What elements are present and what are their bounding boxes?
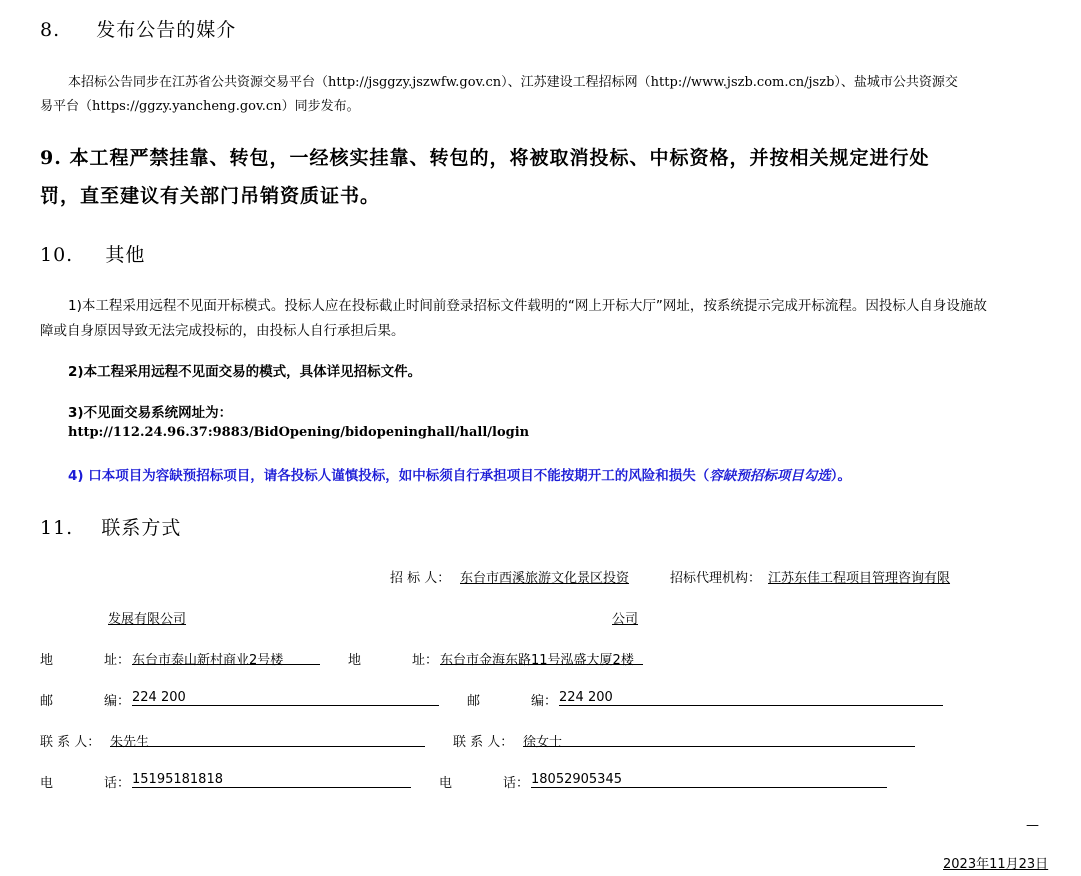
phone-value-left: 15195181818 bbox=[132, 772, 223, 787]
section-8-number: 8. bbox=[40, 19, 61, 41]
section-11-heading bbox=[40, 513, 181, 540]
section-8-para-line1: 本招标公告同步在江苏省公共资源交易平台（http://jsggzy.jszwfw.gov.cn）、江苏建设工程招标网（http://www.jszb.com.cn/jszb）、盐城市公共资源交 bbox=[68, 75, 958, 90]
address-value-left: 东台市泰山新村商业2号楼 bbox=[132, 653, 284, 668]
contact-underline-right bbox=[523, 746, 915, 747]
section-10-number: 10. bbox=[40, 244, 74, 266]
agency-value: 江苏东佳工程项目管理咨询有限 bbox=[768, 571, 951, 586]
phone-label-right-a: 电 bbox=[439, 776, 453, 791]
section-8-para-line2: 易平台（https://ggzy.yancheng.gov.cn）同步发布。 bbox=[40, 99, 360, 114]
contact-value-left: 朱先生 bbox=[110, 735, 150, 750]
contact-label-right: 联 系 人： bbox=[453, 735, 514, 750]
section-10-item3-url[interactable]: http://112.24.96.37:9883/BidOpening/bidopeninghall/hall/login bbox=[68, 425, 530, 440]
phone-underline-right bbox=[531, 787, 887, 788]
address-value-right: 东台市金海东路11号泓盛大厦2楼 bbox=[440, 653, 634, 668]
postcode-underline-right bbox=[559, 705, 943, 706]
address-underline-right bbox=[440, 664, 643, 665]
phone-underline-left bbox=[132, 787, 411, 788]
section-9-line1: 9. 本工程严禁挂靠、转包，一经核实挂靠、转包的，将被取消投标、中标资格，并按相关规定进行处 bbox=[40, 147, 930, 169]
postcode-value-right: 224 200 bbox=[559, 690, 613, 705]
section-10-item4-italic: 容缺预招标项目勾选 bbox=[709, 468, 831, 484]
phone-label-left-b: 话： bbox=[104, 776, 131, 791]
address-label-left-a: 地 bbox=[40, 653, 54, 668]
section-10-item1-line1: 1)本工程采用远程不见面开标模式。投标人应在投标截止时间前登录招标文件载明的“网上开标大厅”网址，按系统提示完成开标流程。因投标人自身设施故 bbox=[68, 298, 987, 314]
address-label-left-b: 址： bbox=[104, 653, 131, 668]
address-label-right-a: 地 bbox=[348, 653, 362, 668]
contact-label-left: 联 系 人： bbox=[40, 735, 101, 750]
section-10-item2: 2)本工程采用远程不见面交易的模式，具体详见招标文件。 bbox=[68, 364, 422, 380]
footer-dash: — bbox=[1026, 818, 1039, 833]
postcode-label-right-b: 编： bbox=[531, 694, 558, 709]
agency-value-cont: 公司 bbox=[612, 612, 639, 627]
tenderer-label: 招 标 人： bbox=[390, 571, 451, 586]
postcode-label-right-a: 邮 bbox=[467, 694, 481, 709]
section-8-heading bbox=[40, 15, 236, 42]
postcode-value-left: 224 200 bbox=[132, 690, 186, 705]
tenderer-value-cont: 发展有限公司 bbox=[108, 612, 187, 627]
section-10-item1-line2: 障或自身原因导致无法完成投标的，由投标人自行承担后果。 bbox=[40, 323, 405, 339]
phone-label-right-b: 话： bbox=[503, 776, 530, 791]
section-9-line2: 罚，直至建议有关部门吊销资质证书。 bbox=[40, 185, 381, 207]
section-10-item4-end: ）。 bbox=[830, 468, 852, 484]
agency-label: 招标代理机构： bbox=[670, 571, 762, 586]
postcode-underline-left bbox=[132, 705, 439, 706]
section-11-title: 联系方式 bbox=[101, 517, 182, 539]
tenderer-value: 东台市西溪旅游文化景区投资 bbox=[460, 571, 630, 586]
section-8-title: 发布公告的媒介 bbox=[96, 19, 237, 41]
section-10-item4-main: 4) 口本项目为容缺预招标项目，请各投标人谨慎投标，如中标须自行承担项目不能按期开工的风险和损失（ bbox=[68, 468, 710, 484]
phone-label-left-a: 电 bbox=[40, 776, 54, 791]
contact-underline-left bbox=[110, 746, 425, 747]
address-underline-left bbox=[132, 664, 320, 665]
postcode-label-left-b: 编： bbox=[104, 694, 131, 709]
section-11-number: 11. bbox=[40, 517, 74, 539]
section-10-title: 其他 bbox=[105, 244, 146, 266]
section-10-item3-line1: 3)不见面交易系统网址为： bbox=[68, 405, 233, 421]
phone-value-right: 18052905345 bbox=[531, 772, 622, 787]
address-label-right-b: 址： bbox=[412, 653, 439, 668]
date: 2023年11月23日 bbox=[943, 857, 1049, 872]
section-10-heading bbox=[40, 240, 145, 267]
contact-value-right: 徐女士 bbox=[523, 735, 563, 750]
postcode-label-left-a: 邮 bbox=[40, 694, 54, 709]
section-10-item4 bbox=[68, 464, 851, 484]
